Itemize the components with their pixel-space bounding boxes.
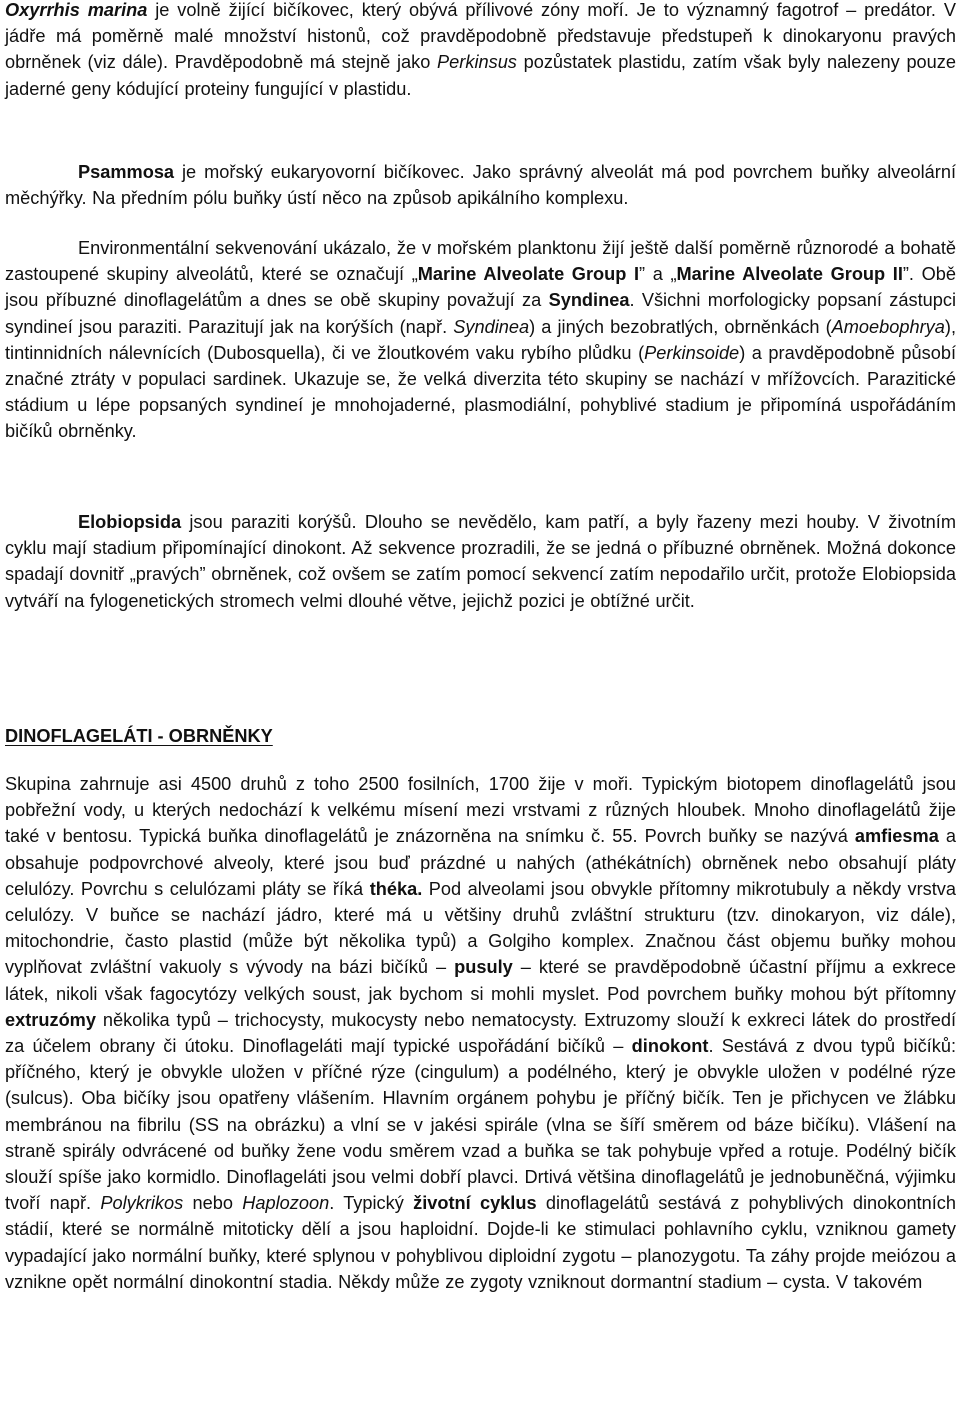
- term-oxyrrhis-marina: Oxyrrhis marina: [5, 0, 148, 20]
- text-run: . Všichni morfologicky popsaní zástupci syndineí jsou paraziti. Parazitují jak na korýších (např.: [5, 290, 957, 337]
- text-run: Environmentální sekvenování ukázalo, že v mořském planktonu žijí ještě další poměrně různorodé a bohatě zastoupené skupiny alveolátů, které se označují „: [5, 238, 956, 285]
- text-run: je volně žijící bičíkovec, který obývá přílivové zóny moří. Je to významný fagotrof – predátor. V jádře má poměrně malé množství histonů, což pravděpodobně představuje předstupeň k dinokaryonu pravých obrněnek (viz dále). Pravděpodobně má stejně jako: [5, 0, 956, 73]
- term-extruzomy: extruzómy: [5, 1009, 96, 1030]
- term-mag-2: Marine Alveolate Group II: [676, 264, 903, 285]
- term-pusuly: pusuly: [454, 957, 513, 978]
- text-run: pozůstatek plastidu, zatím však byly nalezeny pouze jaderné geny kódující proteiny fungující v plastidu.: [5, 52, 956, 99]
- paragraph-environmental-sequencing: [0, 235, 960, 445]
- text-run: dinoflagelátů sestává z pohyblivých dinokontních stádií, které se normálně mitoticky dělí a jsou haploidní. Dojde-li ke stimulaci pohlavního cyklu, vzniknou gamety vypadající jako normální buňky, které splynou v pohyblivou diploidní zygotu – planozygotu. Ta záhy projde meiózou a vznikne opět normální dinokontní stadia. Někdy může ze zygoty vzniknout dormantní stadium – cysta. V takovém: [5, 1193, 956, 1292]
- text-run: ), tintinnidních nálevnících (Dubosquella), či ve žloutkovém vaku rybího plůdku (: [5, 316, 957, 363]
- term-mag-1: Marine Alveolate Group I: [417, 264, 640, 285]
- paragraph-oxyrrhis: [0, 0, 960, 102]
- text-run: ) a pravděpodobně působí značné ztráty v populaci sardinek. Ukazuje se, že velká diverzita této skupiny se nachází v mřížovcích. Parazitické stádium u lépe popsaných syndineí je mnohojaderné, plasmodiální, pohyblivé stadium je připomíná uspořádáním bičíků obrněnky.: [5, 342, 956, 442]
- text-run: – které se pravděpodobně účastní příjmu a exkrece látek, nikoli však fagocytózy velkých soust, jak bychom si mohli myslet. Pod povrchem buňky mohou být přítomny: [5, 957, 956, 1004]
- text-run: a obsahuje podpovrchové alveoly, které jsou buď prázdné u nahých (athékátních) obrněnek nebo obsahují pláty celulózy. Povrchu s celulózami pláty se říká: [5, 826, 956, 899]
- text-run: . Typický: [329, 1193, 414, 1214]
- paragraph-dinoflagellates: [0, 771, 960, 1295]
- term-theka: théka.: [369, 878, 423, 899]
- text-run: ) a jiných bezobratlých, obrněnkách (: [529, 316, 832, 337]
- term-perkinsus: Perkinsus: [437, 52, 517, 73]
- term-perkinsoide: Perkinsoide: [644, 342, 740, 363]
- text-run: ”. Obě jsou příbuzné dinoflagelátům a dnes se obě skupiny považují za: [5, 264, 956, 311]
- text-run: je mořský eukaryovorní bičíkovec. Jako správný alveolát má pod povrchem buňky alveolární měchýřky. Na předním pólu buňky ústí něco na způsob apikálního komplexu.: [5, 162, 956, 209]
- term-zivotni-cyklus: životní cyklus: [413, 1193, 537, 1214]
- text-run: jsou paraziti korýšů. Dlouho se nevědělo, kam patří, a byly řazeny mezi houby. V životním cyklu mají stadium připomínající dinokont. Až sekvence prozradili, že se jedná o příbuzné obrněnek. Možná dokonce spadají dovnitř „pravých” obrněnek, což ovšem se zatím pomocí sekvencí zatím nepodařilo určit, protože Elobiopsida vytváří na fylogenetických stromech velmi dlouhé větve, jejichž pozici je obtížné určit.: [5, 512, 956, 611]
- text-run: ” a „: [639, 264, 677, 285]
- text-run: nebo: [183, 1193, 243, 1214]
- term-dinokont: dinokont: [631, 1036, 709, 1057]
- term-amfiesma: amfiesma: [854, 826, 939, 847]
- section-heading: DINOFLAGELÁTI - OBRNĚNKY: [5, 726, 273, 746]
- term-haplozoon: Haplozoon: [242, 1193, 330, 1214]
- term-syndinea-italic: Syndinea: [453, 316, 530, 337]
- text-run: Pod alveolami jsou obvykle přítomny mikrotubuly a někdy vrstva celulózy. V buňce se nachází jádro, které má u většiny druhů zvláštní strukturu (tzv. dinokaryon, viz dále), mitochondrie, často plastid (může být několika typů) a Golgiho komplex. Značnou část objemu buňky mohou vyplňovat zvláštní vakuoly s vývody na bázi bičíků –: [5, 878, 956, 978]
- term-elobiopsida: Elobiopsida: [78, 512, 182, 532]
- text-run: . Sestává z dvou typů bičíků: příčného, který je obvykle uložen v příčné rýze (cingulum) a podélného, který je obvykle uložen v podélné rýze (sulcus). Oba bičíky jsou opatřeny vlášením. Hlavním orgánem pohybu je příčný bičík. Ten je přichycen ve žlábku membránou na fibrilu (SS na obrázku) a vlní se v jakési spirále (vlna se šíří směrem od báze bičíku). Vlášení na straně spirály odvrácené od buňky žene vodu směrem vzad a buňka se tak pohybuje vpřed a rotuje. Podélný bičík slouží spíše jako kormidlo. Dinoflageláti jsou velmi dobří plavci. Drtivá většina dinoflagelátů je jednobuněčná, výjimku tvoří např.: [5, 1036, 956, 1214]
- paragraph-psammosa: [0, 159, 960, 211]
- term-psammosa: Psammosa: [78, 162, 175, 182]
- term-syndinea: Syndinea: [548, 290, 630, 311]
- term-polykrikos: Polykrikos: [100, 1193, 184, 1214]
- text-run: Skupina zahrnuje asi 4500 druhů z toho 2500 fosilních, 1700 žije v moři. Typickým biotopem dinoflagelátů jsou pobřežní vody, u kterých nedochází k velkému mísení mezi vrstvami z různých hloubek. Mnoho dinoflagelátů žije také v bentosu. Typická buňka dinoflagelátů je znázorněna na snímku č. 55. Povrch buňky se nazývá: [5, 774, 956, 847]
- paragraph-elobiopsida: [0, 509, 960, 614]
- term-amoebophrya: Amoebophrya: [831, 316, 945, 337]
- text-run: několika typů – trichocysty, mukocysty nebo nematocysty. Extruzomy slouží k exkreci látek do prostředí za účelem obrany či útoku. Dinoflageláti mají typické uspořádání bičíků –: [5, 1009, 956, 1057]
